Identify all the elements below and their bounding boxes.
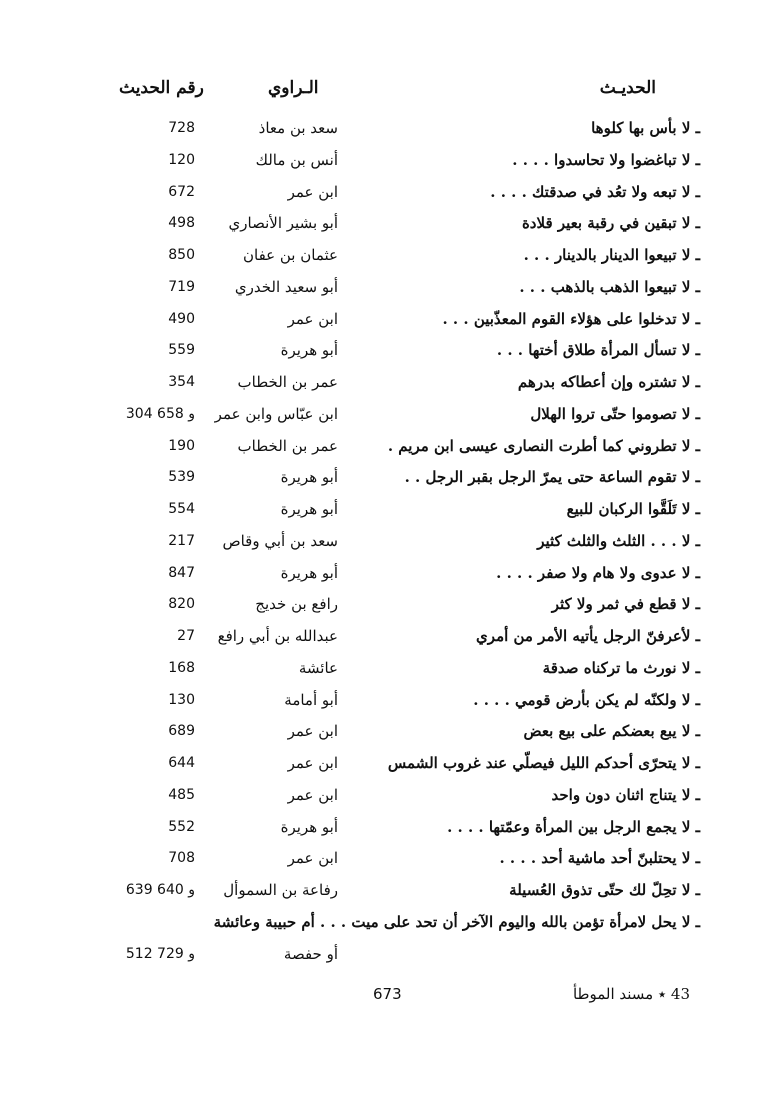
hadith-text: ـ لا تطروني كما أطرت النصارى عيسى ابن مريم . xyxy=(387,436,700,455)
narrator-name: عبدالله بن أبي رافع xyxy=(217,627,338,645)
narrator-name: أبو هريرة xyxy=(280,563,338,582)
hadith-text: ـ لا تقوم الساعة حتى يمرّ الرجل بقبر الرجل . . xyxy=(404,468,700,487)
narrator-name: أبو هريرة xyxy=(280,341,338,360)
hadith-text: ـ لا تبيعوا الذهب بالذهب . . . xyxy=(519,277,700,296)
header-hadith: الحديـث xyxy=(599,78,656,98)
hadith-number: 644 xyxy=(168,755,195,771)
signature-mark: 43 ٭ مسند الموطأ xyxy=(572,985,690,1003)
hadith-text: ـ لا تبقين في رقبة بعير قلادة xyxy=(521,214,700,233)
hadith-number: 498 xyxy=(168,215,195,232)
hadith-text: ـ لا يحتلبنّ أحد ماشية أحد . . . . xyxy=(499,849,700,868)
hadith-text: ـ لا تدخلوا على هؤلاء القوم المعذّبين . . . xyxy=(442,309,700,328)
hadith-text: ـ لا تشتره وإن أعطاكه بدرهم xyxy=(517,373,700,391)
narrator-name: ابن عمر xyxy=(287,182,338,201)
hadith-text: ـ لا يتناج اثنان دون واحد xyxy=(551,785,700,804)
hadith-number: 719 xyxy=(168,278,195,295)
narrator-name: أو حفصة xyxy=(283,944,338,963)
hadith-number: 708 xyxy=(168,850,195,867)
narrator-name: أبو هريرة xyxy=(280,500,338,518)
hadith-text: ـ لا ولكنّه لم يكن بأرض قومي . . . . xyxy=(473,690,700,709)
table-row xyxy=(0,336,762,364)
hadith-text: ـ لا يبع بعضكم على بيع بعض xyxy=(523,722,700,741)
hadith-number: 120 xyxy=(168,151,195,168)
narrator-name: ابن عبّاس وابن عمر xyxy=(214,404,338,423)
table-row xyxy=(0,876,762,904)
narrator-name: أبو سعيد الخدري xyxy=(234,277,338,296)
table-row xyxy=(0,940,762,968)
table-row xyxy=(0,368,762,396)
narrator-name: ابن عمر xyxy=(287,849,338,868)
hadith-text: ـ لا عدوى ولا هام ولا صفر . . . . xyxy=(496,563,700,582)
narrator-name: عمر بن الخطاب xyxy=(237,436,338,455)
table-row xyxy=(0,209,762,237)
hadith-text: ـ لا تصوموا حتّى تروا الهلال xyxy=(530,404,700,423)
hadith-text: ـ لا بأس بها كلوها xyxy=(591,119,700,137)
table-row xyxy=(0,305,762,333)
page-number: 673 xyxy=(373,985,402,1003)
hadith-number: 847 xyxy=(168,564,195,581)
hadith-number: 190 xyxy=(168,437,195,454)
narrator-name: ابن عمر xyxy=(287,754,338,772)
hadith-number: 672 xyxy=(168,183,195,200)
table-row xyxy=(0,463,762,491)
table-row xyxy=(0,590,762,618)
hadith-text: ـ لأعرفنّ الرجل يأتيه الأمر من أمري xyxy=(476,627,700,645)
hadith-text: ـ لا يتحرّى أحدكم الليل فيصلّي عند غروب الشمس xyxy=(387,754,700,772)
hadith-text: ـ لا يحل لامرأة تؤمن بالله واليوم الآخر أن تحد على ميت . . . أم حبيبة وعائشة xyxy=(213,912,700,931)
hadith-number: 130 xyxy=(168,691,195,708)
hadith-number: 217 xyxy=(168,532,195,549)
table-row xyxy=(0,813,762,841)
narrator-name: أبو هريرة xyxy=(280,817,338,836)
table-row xyxy=(0,273,762,301)
hadith-text: ـ لا نورث ما تركناه صدقة xyxy=(542,658,700,677)
hadith-number: 512 و 729 xyxy=(125,945,195,962)
table-row xyxy=(0,559,762,587)
table-row xyxy=(0,432,762,460)
narrator-name: ابن عمر xyxy=(287,785,338,804)
table-row xyxy=(0,717,762,745)
hadith-number: 850 xyxy=(168,247,195,263)
hadith-text: ـ لا تسأل المرأة طلاق أختها . . . xyxy=(496,341,700,360)
narrator-name: سعد بن معاذ xyxy=(258,119,338,137)
table-row xyxy=(0,400,762,428)
table-row xyxy=(0,114,762,142)
hadith-number: 490 xyxy=(168,310,195,327)
hadith-number: 27 xyxy=(177,628,195,644)
table-row xyxy=(0,495,762,523)
hadith-number: 354 xyxy=(168,374,195,390)
hadith-text: ـ لا قطع في ثمر ولا كثر xyxy=(551,595,700,614)
narrator-name: أبو بشير الأنصاري xyxy=(228,214,338,233)
table-row xyxy=(0,908,762,936)
table-row xyxy=(0,527,762,555)
hadith-number: 539 xyxy=(168,469,195,486)
table-row xyxy=(0,241,762,269)
table-row xyxy=(0,654,762,682)
table-row xyxy=(0,686,762,714)
hadith-text: ـ لا يجمع الرجل بين المرأة وعمّتها . . . . xyxy=(447,817,700,836)
narrator-name: ابن عمر xyxy=(287,309,338,328)
hadith-text: ـ لا تبعه ولا تعُد في صدقتك . . . . xyxy=(490,182,700,201)
narrator-name: أنس بن مالك xyxy=(255,150,338,169)
table-row xyxy=(0,749,762,777)
hadith-number: 168 xyxy=(168,659,195,676)
hadith-number: 639 و 640 xyxy=(125,882,195,898)
hadith-number: 820 xyxy=(168,596,195,613)
header-number: رقم الحديث xyxy=(119,78,204,98)
narrator-name: سعد بن أبي وقاص xyxy=(222,531,338,550)
hadith-text: ـ لا تباغضوا ولا تحاسدوا . . . . xyxy=(512,150,700,169)
table-row xyxy=(0,146,762,174)
hadith-number: 304 و 658 xyxy=(125,405,195,422)
hadith-number: 485 xyxy=(168,786,195,803)
narrator-name: عثمان بن عفان xyxy=(243,246,338,264)
table-row xyxy=(0,178,762,206)
narrator-name: رافع بن خديج xyxy=(255,595,338,614)
hadith-number: 559 xyxy=(168,342,195,359)
narrator-name: رفاعة بن السموأل xyxy=(223,881,338,899)
hadith-text: ـ لا تَلَقَّوا الركبان للبيع xyxy=(566,500,700,518)
narrator-name: عمر بن الخطاب xyxy=(237,373,338,391)
narrator-name: أبو أمامة xyxy=(284,690,338,709)
narrator-name: ابن عمر xyxy=(287,722,338,741)
hadith-text: ـ لا . . . الثلث والثلث كثير xyxy=(537,531,700,550)
narrator-name: أبو هريرة xyxy=(280,468,338,487)
hadith-text: ـ لا تحِلّ لك حتّى تذوق العُسيلة xyxy=(509,881,700,899)
hadith-text: ـ لا تبيعوا الدينار بالدينار . . . xyxy=(523,246,700,264)
table-row xyxy=(0,844,762,872)
hadith-number: 728 xyxy=(168,120,195,136)
narrator-name: عائشة xyxy=(298,658,338,677)
table-row xyxy=(0,622,762,650)
header-narrator: الـراوي xyxy=(268,78,319,98)
page-footer xyxy=(0,985,762,1009)
hadith-number: 554 xyxy=(168,501,195,517)
table-row xyxy=(0,781,762,809)
hadith-number: 689 xyxy=(168,723,195,740)
hadith-number: 552 xyxy=(168,818,195,835)
